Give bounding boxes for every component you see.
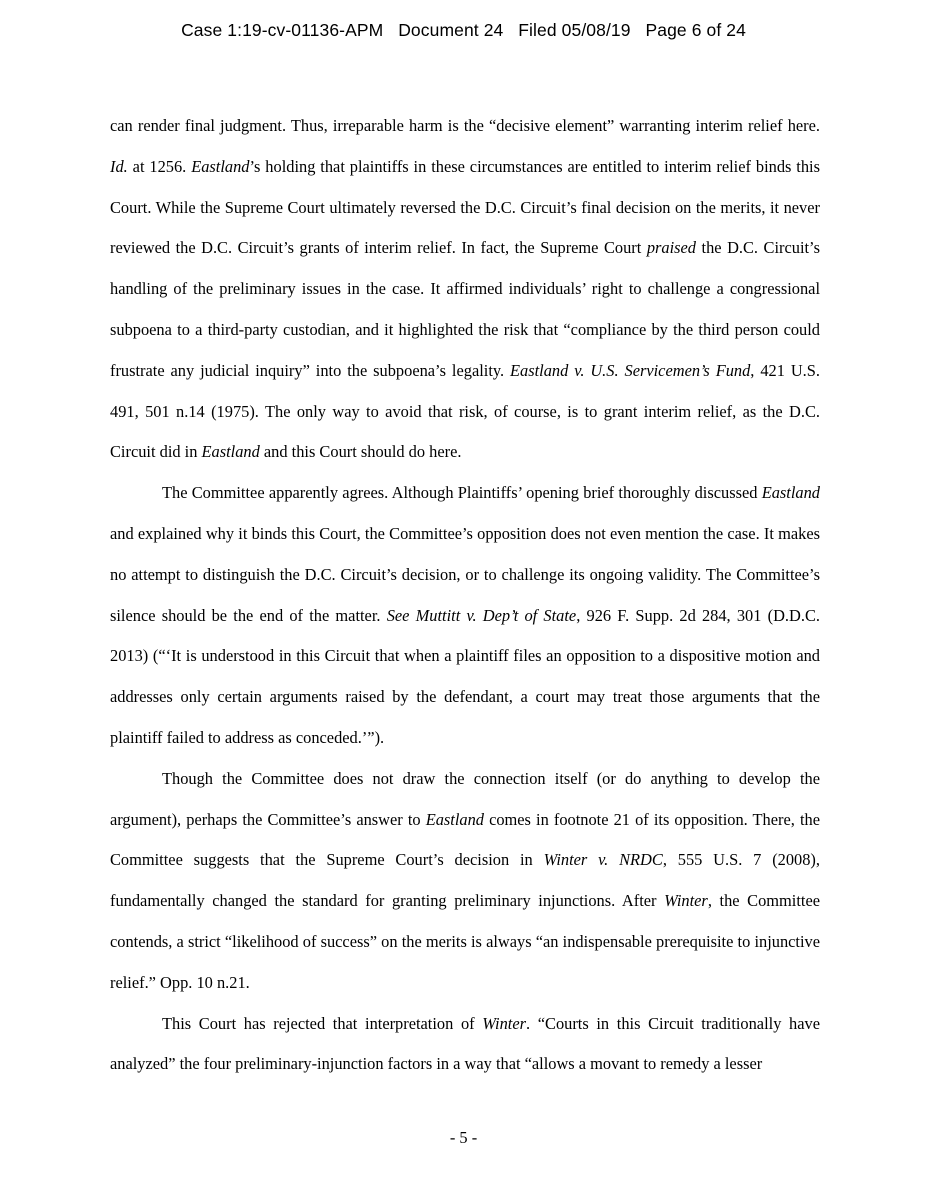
text-run: and this Court should do here. <box>259 442 462 462</box>
paragraph-3 <box>110 759 820 1004</box>
text-run: , 555 U.S. 7 (2008), fundamentally changed the standard for granting preliminary injunctions. After <box>110 850 820 911</box>
italic-run: See Muttitt v. Dep’t of State <box>386 605 577 625</box>
document-body <box>110 106 820 1085</box>
text-run: can render final judgment. Thus, irreparable harm is the “decisive element” warranting interim relief here. <box>110 116 820 135</box>
text-run: The Committee apparently agrees. Although Plaintiffs’ opening brief thoroughly discussed <box>162 483 762 503</box>
italic-run: Winter <box>664 891 708 911</box>
paragraph-1 <box>110 106 820 473</box>
italic-run: Winter <box>482 1013 526 1033</box>
italic-run: Eastland <box>201 442 260 462</box>
text-run: and explained why it binds this Court, the Committee’s opposition does not even mention the case. It makes no attempt to distinguish the D.C. Circuit’s decision, or to challenge its ongoing validity. The Committee’s silence should be the end of the matter. <box>110 523 820 625</box>
italic-run: Id. <box>110 156 128 176</box>
text-run: Though the Committee does not draw the connection itself (or do anything to develop the argument), perhaps the Committee’s answer to <box>110 768 820 829</box>
text-run: . “Courts in this Circuit traditionally have analyzed” the four preliminary-injunction factors in a way that “allows a movant to remedy a lesser <box>110 1013 820 1074</box>
paragraph-4 <box>110 1004 820 1086</box>
italic-run: Winter v. NRDC <box>543 850 663 870</box>
text-run: comes in footnote 21 of its opposition. There, the Committee suggests that the Supreme Court’s decision in <box>110 809 820 870</box>
italic-run: Eastland <box>761 483 820 503</box>
text-run: the D.C. Circuit’s handling of the preliminary issues in the case. It affirmed individuals’ right to challenge a congressional subpoena to a third-party custodian, and it highlighted the risk that “compliance by the third person could frustrate any judicial inquiry” into the subpoena’s legality. <box>110 238 820 380</box>
italic-run: Eastland v. U.S. Servicemen’s Fund <box>510 360 751 380</box>
text-run: ’s holding that plaintiffs in these circumstances are entitled to interim relief binds this Court. While the Supreme Court ultimately reversed the D.C. Circuit’s final decision on the merits, it never reviewed the D.C. Circuit’s grants of interim relief. In fact, the Supreme Court <box>110 156 820 258</box>
case-header: Case 1:19-cv-01136-APM Document 24 Filed 05/08/19 Page 6 of 24 <box>181 20 746 40</box>
text-run: , the Committee contends, a strict “likelihood of success” on the merits is always “an indispensable prerequisite to injunctive relief.” Opp. 10 n.21. <box>110 891 820 992</box>
text-run: This Court has rejected that interpretation of <box>162 1013 483 1033</box>
paragraph-2 <box>110 473 820 759</box>
page-number: - 5 - <box>449 1128 478 1147</box>
text-run: at 1256. <box>127 156 192 176</box>
text-run: , 926 F. Supp. 2d 284, 301 (D.D.C. 2013) (“‘It is understood in this Circuit that when a plaintiff files an opposition to a dispositive motion and addresses only certain arguments raised by the defendant, a court may treat those arguments that the plaintiff failed to address as conceded.’”). <box>110 605 820 747</box>
italic-run: praised <box>646 238 697 258</box>
italic-run: Eastland <box>425 809 484 829</box>
text-run: , 421 U.S. 491, 501 n.14 (1975). The only way to avoid that risk, of course, is to grant interim relief, as the D.C. Circuit did in <box>110 360 820 462</box>
italic-run: Eastland <box>191 156 250 176</box>
